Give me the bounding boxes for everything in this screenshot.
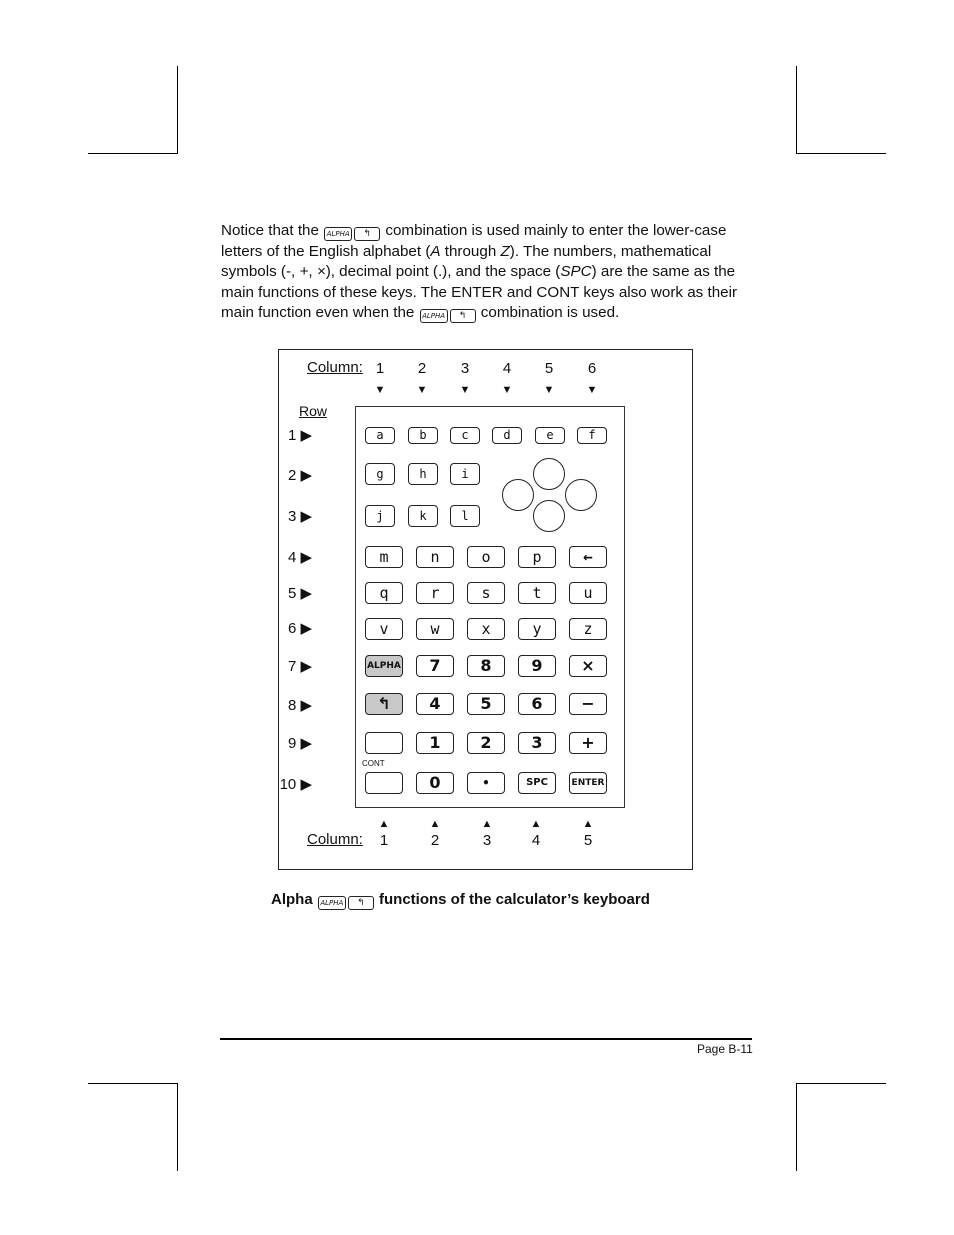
key-y[interactable] bbox=[518, 618, 556, 640]
key-a[interactable] bbox=[365, 427, 395, 444]
right-triangle-icon: ▶ bbox=[300, 508, 312, 525]
key-v[interactable] bbox=[365, 618, 403, 640]
key-label: 0 bbox=[429, 773, 441, 792]
key-o[interactable] bbox=[467, 546, 505, 568]
key-enter[interactable] bbox=[569, 772, 607, 794]
text: , bbox=[308, 263, 317, 281]
row-number-value: 5 bbox=[287, 585, 297, 602]
left-shift-key[interactable] bbox=[365, 693, 403, 715]
key-l[interactable] bbox=[450, 505, 480, 527]
right-triangle-icon: ▶ bbox=[300, 585, 312, 602]
key-w[interactable] bbox=[416, 618, 454, 640]
key-0[interactable] bbox=[416, 772, 454, 794]
column-label-top: Column: bbox=[307, 359, 363, 376]
column-number: 6 bbox=[587, 360, 597, 377]
key-2[interactable] bbox=[467, 732, 505, 754]
key-minus[interactable] bbox=[569, 693, 607, 715]
key-label: 2 bbox=[480, 733, 492, 752]
key-label: b bbox=[419, 428, 427, 442]
key-g[interactable] bbox=[365, 463, 395, 485]
key-label: t bbox=[532, 584, 542, 602]
key-j[interactable] bbox=[365, 505, 395, 527]
key-label: + bbox=[581, 733, 595, 752]
text: Alpha bbox=[271, 891, 317, 908]
right-triangle-icon: ▶ bbox=[300, 735, 312, 752]
down-triangle-icon: ▼ bbox=[586, 384, 598, 396]
key-label: 6 bbox=[531, 694, 543, 713]
key-label: i bbox=[461, 467, 469, 481]
key-d[interactable] bbox=[492, 427, 522, 444]
row-label: Row bbox=[299, 403, 328, 419]
key-e[interactable] bbox=[535, 427, 565, 444]
key-r[interactable] bbox=[416, 582, 454, 604]
key-label: e bbox=[546, 428, 554, 442]
key-label: l bbox=[461, 509, 469, 523]
key-5[interactable] bbox=[467, 693, 505, 715]
key-9[interactable] bbox=[518, 655, 556, 677]
crop-mark bbox=[177, 66, 178, 154]
row-number-value: 2 bbox=[287, 467, 297, 484]
key-label: c bbox=[461, 428, 469, 442]
key-label: − bbox=[581, 694, 595, 713]
key-label: d bbox=[503, 428, 511, 442]
key-f[interactable] bbox=[577, 427, 607, 444]
down-triangle-icon: ▼ bbox=[459, 384, 471, 396]
column-number: 2 bbox=[430, 832, 440, 849]
text: A bbox=[430, 242, 441, 260]
key-q[interactable] bbox=[365, 582, 403, 604]
crop-mark bbox=[88, 153, 178, 154]
key-n[interactable] bbox=[416, 546, 454, 568]
row-number bbox=[278, 657, 312, 675]
text: ), decimal point (.), and the space ( bbox=[325, 263, 561, 281]
row-number bbox=[278, 619, 312, 637]
right-triangle-icon: ▶ bbox=[300, 620, 312, 637]
text: ). The numbers, mathematical symbols (-, bbox=[221, 242, 712, 281]
key-label: n bbox=[430, 548, 440, 566]
key-7[interactable] bbox=[416, 655, 454, 677]
key-label: ALPHA bbox=[367, 661, 401, 671]
right-triangle-icon: ▶ bbox=[300, 467, 312, 484]
row-number bbox=[278, 507, 312, 525]
left-shift-keycap-icon: ↰ bbox=[348, 896, 374, 910]
text: Notice that the bbox=[221, 222, 324, 239]
row-number-value: 9 bbox=[287, 735, 297, 752]
footer-rule bbox=[220, 1038, 752, 1040]
crop-mark bbox=[796, 153, 886, 154]
key-label: j bbox=[376, 509, 384, 523]
blank-key[interactable] bbox=[365, 732, 403, 754]
arrow-up-button[interactable] bbox=[533, 458, 565, 490]
text: + bbox=[299, 263, 309, 281]
key-label: • bbox=[482, 776, 490, 790]
alpha-keycap-icon: ALPHA bbox=[420, 309, 448, 323]
key-label: 3 bbox=[531, 733, 543, 752]
key-1[interactable] bbox=[416, 732, 454, 754]
text: combination is used mainly to enter the lower-case letters of the English alphabet ( bbox=[221, 222, 727, 260]
row-number bbox=[278, 775, 312, 793]
right-triangle-icon: ▶ bbox=[300, 658, 312, 675]
down-triangle-icon: ▼ bbox=[501, 384, 513, 396]
row-number-value: 4 bbox=[287, 549, 297, 566]
key-c[interactable] bbox=[450, 427, 480, 444]
key-label: 7 bbox=[429, 656, 441, 675]
key-z[interactable] bbox=[569, 618, 607, 640]
column-number: 1 bbox=[375, 360, 385, 377]
row-number-value: 8 bbox=[287, 697, 297, 714]
crop-mark bbox=[796, 1083, 797, 1171]
key-label: w bbox=[430, 620, 440, 638]
cont-label: CONT bbox=[362, 759, 385, 768]
row-number-value: 6 bbox=[287, 620, 297, 637]
key-4[interactable] bbox=[416, 693, 454, 715]
key-m[interactable] bbox=[365, 546, 403, 568]
key-label: SPC bbox=[526, 777, 548, 788]
key-k[interactable] bbox=[408, 505, 438, 527]
key-label: v bbox=[379, 620, 389, 638]
crop-mark bbox=[796, 66, 797, 154]
text: Z bbox=[500, 242, 510, 260]
body-paragraph bbox=[221, 221, 751, 324]
key-label: 5 bbox=[480, 694, 492, 713]
key-3[interactable] bbox=[518, 732, 556, 754]
key-decimal-point[interactable] bbox=[467, 772, 505, 794]
key-label: h bbox=[419, 467, 427, 481]
page-number: Page B-11 bbox=[697, 1042, 753, 1056]
key-label: s bbox=[481, 584, 491, 602]
row-number-value: 1 bbox=[287, 427, 297, 444]
row-number-value: 3 bbox=[287, 508, 297, 525]
column-number: 4 bbox=[531, 832, 541, 849]
column-number: 2 bbox=[417, 360, 427, 377]
alpha-key[interactable] bbox=[365, 655, 403, 677]
key-x[interactable] bbox=[467, 618, 505, 640]
cont-key[interactable] bbox=[365, 772, 403, 794]
key-6[interactable] bbox=[518, 693, 556, 715]
key-label: x bbox=[481, 620, 491, 638]
left-shift-keycap-icon: ↰ bbox=[450, 309, 476, 323]
key-label: k bbox=[419, 509, 427, 523]
key-label: × bbox=[581, 656, 595, 675]
key-t[interactable] bbox=[518, 582, 556, 604]
key-label: p bbox=[532, 548, 542, 566]
down-triangle-icon: ▼ bbox=[416, 384, 428, 396]
key-label: 1 bbox=[429, 733, 441, 752]
crop-mark bbox=[796, 1083, 886, 1084]
key-u[interactable] bbox=[569, 582, 607, 604]
crop-mark bbox=[88, 1083, 178, 1084]
arrow-left-button[interactable] bbox=[502, 479, 534, 511]
key-i[interactable] bbox=[450, 463, 480, 485]
up-triangle-icon: ▲ bbox=[582, 818, 594, 830]
backspace-key[interactable] bbox=[569, 546, 607, 568]
key-plus[interactable] bbox=[569, 732, 607, 754]
text: ) are the same as the main functions of these keys. The ENTER and CONT keys also work as their main function even when the bbox=[221, 263, 738, 322]
text: combination is used. bbox=[476, 304, 620, 322]
key-8[interactable] bbox=[467, 655, 505, 677]
row-number bbox=[278, 426, 312, 444]
key-label: m bbox=[379, 548, 389, 566]
key-s[interactable] bbox=[467, 582, 505, 604]
row-number bbox=[278, 548, 312, 566]
up-triangle-icon: ▲ bbox=[378, 818, 390, 830]
down-triangle-icon: ▼ bbox=[374, 384, 386, 396]
key-label: q bbox=[379, 584, 389, 602]
text: through bbox=[440, 242, 501, 260]
text: functions of the calculator’s keyboard bbox=[374, 891, 650, 908]
key-label: 8 bbox=[480, 656, 492, 675]
right-triangle-icon: ▶ bbox=[300, 427, 312, 444]
right-triangle-icon: ▶ bbox=[300, 549, 312, 566]
key-label: 4 bbox=[429, 694, 441, 713]
column-number: 5 bbox=[544, 360, 554, 377]
row-number bbox=[278, 734, 312, 752]
left-shift-icon: ↰ bbox=[377, 694, 391, 713]
key-h[interactable] bbox=[408, 463, 438, 485]
left-shift-keycap-icon: ↰ bbox=[354, 227, 380, 241]
row-number bbox=[278, 466, 312, 484]
crop-mark bbox=[177, 1083, 178, 1171]
key-p[interactable] bbox=[518, 546, 556, 568]
up-triangle-icon: ▲ bbox=[481, 818, 493, 830]
key-label: y bbox=[532, 620, 542, 638]
alpha-keycap-icon: ALPHA bbox=[318, 896, 346, 910]
column-number: 5 bbox=[583, 832, 593, 849]
key-label: o bbox=[481, 548, 491, 566]
arrow-right-button[interactable] bbox=[565, 479, 597, 511]
column-number: 4 bbox=[502, 360, 512, 377]
figure-caption bbox=[271, 891, 650, 910]
key-label: a bbox=[376, 428, 384, 442]
row-number bbox=[278, 696, 312, 714]
key-label: u bbox=[583, 584, 593, 602]
key-label: f bbox=[588, 428, 596, 442]
column-number: 1 bbox=[379, 832, 389, 849]
key-multiply[interactable] bbox=[569, 655, 607, 677]
key-b[interactable] bbox=[408, 427, 438, 444]
column-label-bottom: Column: bbox=[307, 831, 363, 848]
text: SPC bbox=[560, 263, 592, 281]
key-label: 9 bbox=[531, 656, 543, 675]
alpha-keycap-icon: ALPHA bbox=[324, 227, 352, 241]
text: × bbox=[316, 263, 326, 281]
key-label: g bbox=[376, 467, 384, 481]
right-triangle-icon: ▶ bbox=[300, 776, 312, 793]
arrow-down-button[interactable] bbox=[533, 500, 565, 532]
up-triangle-icon: ▲ bbox=[530, 818, 542, 830]
column-number: 3 bbox=[460, 360, 470, 377]
up-triangle-icon: ▲ bbox=[429, 818, 441, 830]
key-label: ENTER bbox=[571, 778, 605, 788]
key-spc[interactable] bbox=[518, 772, 556, 794]
row-number bbox=[278, 584, 312, 602]
down-triangle-icon: ▼ bbox=[543, 384, 555, 396]
key-label: z bbox=[583, 620, 593, 638]
right-triangle-icon: ▶ bbox=[300, 697, 312, 714]
column-number: 3 bbox=[482, 832, 492, 849]
row-number-value: 7 bbox=[287, 658, 297, 675]
key-label: r bbox=[430, 584, 440, 602]
row-number-value: 10 bbox=[279, 776, 297, 793]
backspace-arrow-icon: ← bbox=[583, 547, 593, 566]
